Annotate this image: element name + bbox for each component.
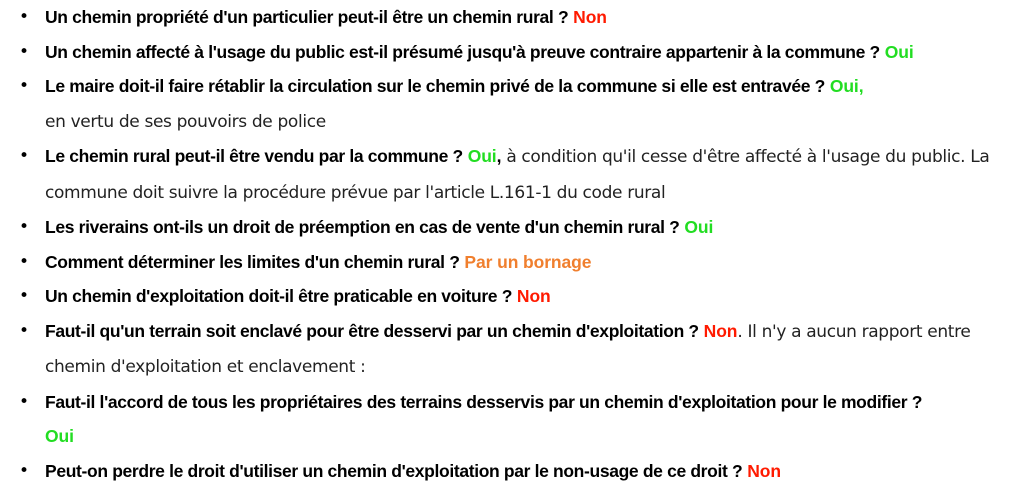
- bullet-icon: •: [19, 210, 29, 245]
- list-item: [0, 0, 1024, 35]
- question-text: Un chemin affecté à l'usage du public est-il présumé jusqu'à preuve contraire appartenir à la commune ?: [45, 42, 880, 62]
- question-text: Un chemin propriété d'un particulier peut-il être un chemin rural ?: [45, 7, 568, 27]
- question-text: Les riverains ont-ils un droit de préemption en cas de vente d'un chemin rural ?: [45, 217, 680, 237]
- list-item: [0, 210, 1024, 245]
- list-item: [0, 245, 1024, 280]
- list-item: [0, 454, 1024, 488]
- question-text: Le maire doit-il faire rétablir la circulation sur le chemin privé de la commune si elle est entravée ?: [45, 76, 825, 96]
- list-item: [0, 139, 1024, 210]
- question-text: Comment déterminer les limites d'un chemin rural ?: [45, 252, 460, 272]
- answer-text: Oui: [885, 42, 914, 62]
- list-item: [0, 314, 1024, 385]
- bullet-icon: •: [19, 454, 29, 488]
- note-text: à condition qu'il cesse d'être affecté à l'usage du public. La commune doit suivre la procédure prévue par l'article L.161-1 du code rural: [45, 147, 989, 203]
- question-text: Un chemin d'exploitation doit-il être praticable en voiture ?: [45, 286, 512, 306]
- bullet-icon: •: [19, 35, 29, 70]
- question-text: Faut-il l'accord de tous les propriétaires des terrains desservis par un chemin d'exploitation pour le modifier ?: [45, 392, 922, 412]
- list-item: [0, 69, 1024, 139]
- answer-text: Oui: [684, 217, 713, 237]
- answer-text: Non: [747, 461, 781, 481]
- answer-text: Non: [573, 7, 607, 27]
- question-text: Le chemin rural peut-il être vendu par la commune ?: [45, 146, 463, 166]
- answer-text: Non: [704, 321, 738, 341]
- answer-text: Oui: [45, 426, 74, 446]
- bullet-icon: •: [19, 0, 29, 35]
- question-text: Faut-il qu'un terrain soit enclavé pour être desservi par un chemin d'exploitation ?: [45, 321, 699, 341]
- bullet-icon: •: [19, 69, 29, 104]
- separator-text: ,: [497, 146, 502, 166]
- list-item: [0, 35, 1024, 70]
- list-item: [0, 279, 1024, 314]
- note-text: en vertu de ses pouvoirs de police: [45, 112, 326, 132]
- answer-text: Oui: [468, 146, 497, 166]
- question-text: Peut-on perdre le droit d'utiliser un chemin d'exploitation par le non-usage de ce droit ?: [45, 461, 742, 481]
- list-item: [0, 385, 1024, 454]
- bullet-icon: •: [19, 245, 29, 280]
- answer-text: Par un bornage: [464, 252, 591, 272]
- bullet-icon: •: [19, 314, 29, 349]
- answer-text: Non: [517, 286, 551, 306]
- bullet-icon: •: [19, 385, 29, 420]
- bullet-icon: •: [19, 139, 29, 174]
- answer-text: Oui,: [830, 76, 864, 96]
- note-text: . Il n'y a aucun rapport entre chemin d'exploitation et enclavement :: [45, 322, 970, 378]
- bullet-icon: •: [19, 279, 29, 314]
